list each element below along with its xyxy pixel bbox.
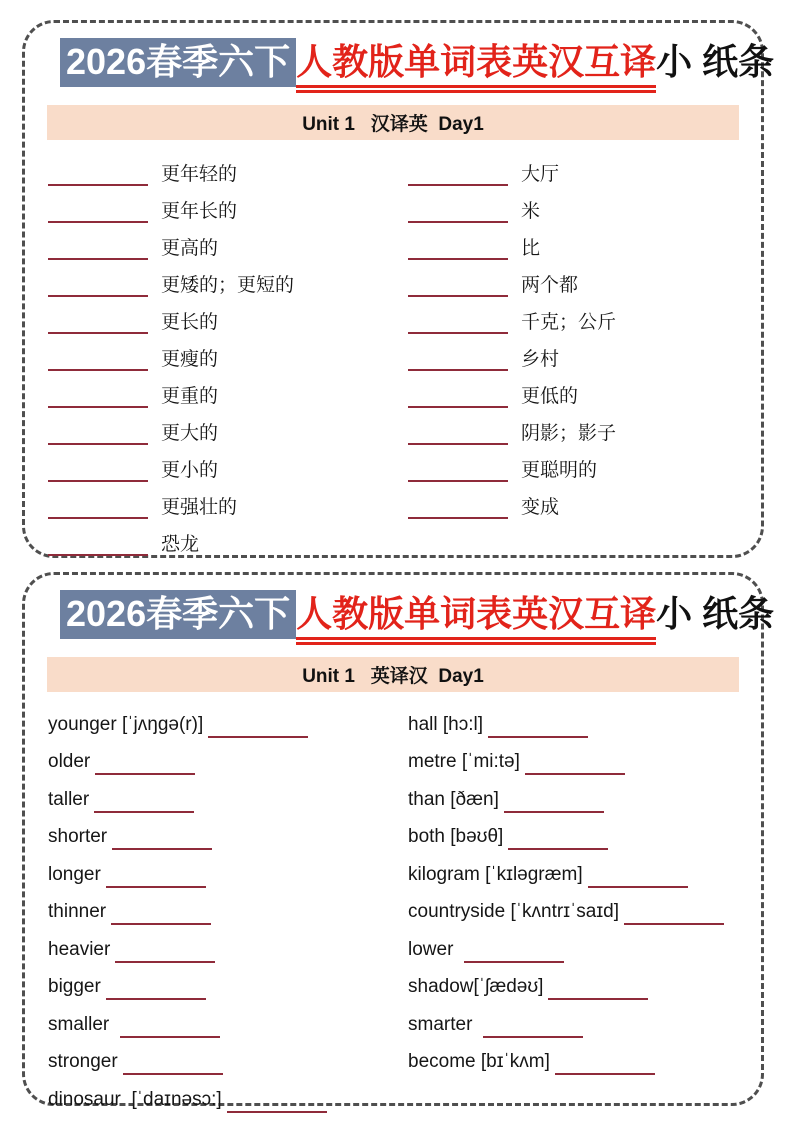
list-item xyxy=(408,894,751,932)
answer-blank-line xyxy=(48,244,148,260)
list-item xyxy=(48,228,408,265)
answer-blank-line xyxy=(408,244,508,260)
list-item xyxy=(48,524,408,561)
word-list-right xyxy=(408,154,751,561)
page-title xyxy=(60,590,775,645)
word-columns xyxy=(25,692,761,1119)
list-item xyxy=(48,191,408,228)
english-word: both [bəʊθ] xyxy=(408,826,504,848)
title-grade-highlight: 2026春季六下 xyxy=(60,38,296,87)
answer-blank-line xyxy=(408,429,508,445)
answer-blank-line xyxy=(106,872,206,888)
title-suffix: 小 纸条 xyxy=(656,593,775,634)
list-item xyxy=(48,413,408,450)
answer-blank-line xyxy=(408,318,508,334)
english-word: kilogram [ˈkɪləgræm] xyxy=(408,863,583,885)
list-item xyxy=(408,781,751,819)
list-item xyxy=(408,931,751,969)
english-word: shadow[ˈʃædəʊ] xyxy=(408,976,544,998)
answer-blank-line xyxy=(504,797,604,813)
chinese-word: 更大的 xyxy=(161,423,219,444)
english-word: smaller xyxy=(48,1013,115,1035)
english-word: taller xyxy=(48,788,90,810)
worksheet-section-chinese-to-english xyxy=(22,20,775,558)
answer-blank-line xyxy=(123,1059,223,1075)
answer-blank-line xyxy=(48,318,148,334)
unit-header-bar: Unit 1 汉译英 Day1 xyxy=(47,105,739,140)
chinese-word: 更年长的 xyxy=(161,201,238,222)
title-grade-highlight: 2026春季六下 xyxy=(60,590,296,639)
answer-blank-line xyxy=(112,834,212,850)
chinese-word: 更强壮的 xyxy=(161,497,238,518)
list-item xyxy=(408,413,751,450)
chinese-word: 比 xyxy=(521,238,541,259)
list-item xyxy=(408,191,751,228)
unit-header-bar: Unit 1 英译汉 Day1 xyxy=(47,657,739,692)
list-item xyxy=(408,819,751,857)
answer-blank-line xyxy=(408,503,508,519)
chinese-word: 阴影；影子 xyxy=(521,423,617,444)
english-word: shorter xyxy=(48,826,108,848)
list-item xyxy=(48,969,408,1007)
english-word: hall [hɔ:l] xyxy=(408,713,483,735)
answer-blank-line xyxy=(508,834,608,850)
chinese-word: 千克；公斤 xyxy=(521,312,617,333)
answer-blank-line xyxy=(48,466,148,482)
page-title xyxy=(60,38,775,93)
worksheet-section-english-to-chinese xyxy=(22,572,775,1110)
list-item xyxy=(408,228,751,265)
answer-blank-line xyxy=(48,355,148,371)
list-item xyxy=(48,265,408,302)
list-item xyxy=(408,969,751,1007)
english-word: metre [ˈmi:tə] xyxy=(408,751,520,773)
chinese-word: 更瘦的 xyxy=(161,349,219,370)
chinese-word: 更聪明的 xyxy=(521,460,598,481)
english-word: thinner xyxy=(48,901,107,923)
chinese-word: 更小的 xyxy=(161,460,219,481)
list-item xyxy=(408,339,751,376)
answer-blank-line xyxy=(48,503,148,519)
chinese-word: 变成 xyxy=(521,497,560,518)
chinese-word: 更年轻的 xyxy=(161,164,238,185)
english-word: dinosaur [ˈdaɪnəsɔ:] xyxy=(48,1088,222,1110)
english-word: lower xyxy=(408,938,459,960)
answer-blank-line xyxy=(548,984,648,1000)
answer-blank-line xyxy=(408,355,508,371)
list-item xyxy=(48,487,408,524)
chinese-word: 更重的 xyxy=(161,386,219,407)
chinese-word: 更矮的；更短的 xyxy=(161,275,295,296)
answer-blank-line xyxy=(48,170,148,186)
chinese-word: 大厅 xyxy=(521,164,560,185)
word-list-left xyxy=(48,154,408,561)
answer-blank-line xyxy=(115,947,215,963)
answer-blank-line xyxy=(488,722,588,738)
answer-blank-line xyxy=(111,909,211,925)
list-item xyxy=(408,376,751,413)
list-item xyxy=(408,1006,751,1044)
list-item xyxy=(48,450,408,487)
list-item xyxy=(48,744,408,782)
list-item xyxy=(48,706,408,744)
list-item xyxy=(408,450,751,487)
chinese-word: 米 xyxy=(521,201,541,222)
answer-blank-line xyxy=(48,429,148,445)
list-item xyxy=(48,856,408,894)
title-red-underlined: 人教版单词表英汉互译 xyxy=(296,39,656,93)
chinese-word: 更低的 xyxy=(521,386,579,407)
answer-blank-line xyxy=(525,759,625,775)
english-word: older xyxy=(48,751,91,773)
answer-blank-line xyxy=(588,872,688,888)
list-item xyxy=(48,781,408,819)
word-list-right xyxy=(408,706,751,1119)
list-item xyxy=(48,1044,408,1082)
answer-blank-line xyxy=(48,281,148,297)
chinese-word: 更高的 xyxy=(161,238,219,259)
answer-blank-line xyxy=(48,392,148,408)
chinese-word: 两个都 xyxy=(521,275,579,296)
list-item xyxy=(48,376,408,413)
list-item xyxy=(48,1006,408,1044)
answer-blank-line xyxy=(227,1097,327,1113)
word-list-left xyxy=(48,706,408,1119)
list-item xyxy=(48,894,408,932)
list-item xyxy=(48,1081,408,1119)
answer-blank-line xyxy=(408,466,508,482)
list-item xyxy=(48,302,408,339)
list-item xyxy=(48,819,408,857)
answer-blank-line xyxy=(106,984,206,1000)
answer-blank-line xyxy=(120,1022,220,1038)
list-item xyxy=(48,154,408,191)
title-red-underlined: 人教版单词表英汉互译 xyxy=(296,591,656,645)
chinese-word: 乡村 xyxy=(521,349,560,370)
answer-blank-line xyxy=(483,1022,583,1038)
answer-blank-line xyxy=(624,909,724,925)
title-suffix: 小 纸条 xyxy=(656,41,775,82)
english-word: younger [ˈjʌŋgə(r)] xyxy=(48,713,204,735)
list-item xyxy=(408,856,751,894)
english-word: than [ðæn] xyxy=(408,788,499,810)
answer-blank-line xyxy=(95,759,195,775)
list-item xyxy=(408,706,751,744)
answer-blank-line xyxy=(48,540,148,556)
list-item xyxy=(48,931,408,969)
word-columns xyxy=(25,140,761,561)
english-word: countryside [ˈkʌntrɪˈsaɪd] xyxy=(408,901,619,923)
list-item xyxy=(408,487,751,524)
chinese-word: 更长的 xyxy=(161,312,219,333)
list-item xyxy=(408,302,751,339)
list-item xyxy=(408,265,751,302)
english-word: stronger xyxy=(48,1051,118,1073)
list-item xyxy=(408,744,751,782)
answer-blank-line xyxy=(408,392,508,408)
answer-blank-line xyxy=(408,281,508,297)
list-item xyxy=(48,339,408,376)
chinese-word: 恐龙 xyxy=(161,534,200,555)
list-item xyxy=(408,1044,751,1082)
english-word: longer xyxy=(48,863,101,885)
list-item xyxy=(408,154,751,191)
english-word: bigger xyxy=(48,976,101,998)
english-word: smarter xyxy=(408,1013,478,1035)
answer-blank-line xyxy=(464,947,564,963)
answer-blank-line xyxy=(408,170,508,186)
english-word: heavier xyxy=(48,938,111,960)
answer-blank-line xyxy=(408,207,508,223)
answer-blank-line xyxy=(208,722,308,738)
answer-blank-line xyxy=(48,207,148,223)
answer-blank-line xyxy=(555,1059,655,1075)
english-word: become [bɪˈkʌm] xyxy=(408,1051,550,1073)
answer-blank-line xyxy=(94,797,194,813)
